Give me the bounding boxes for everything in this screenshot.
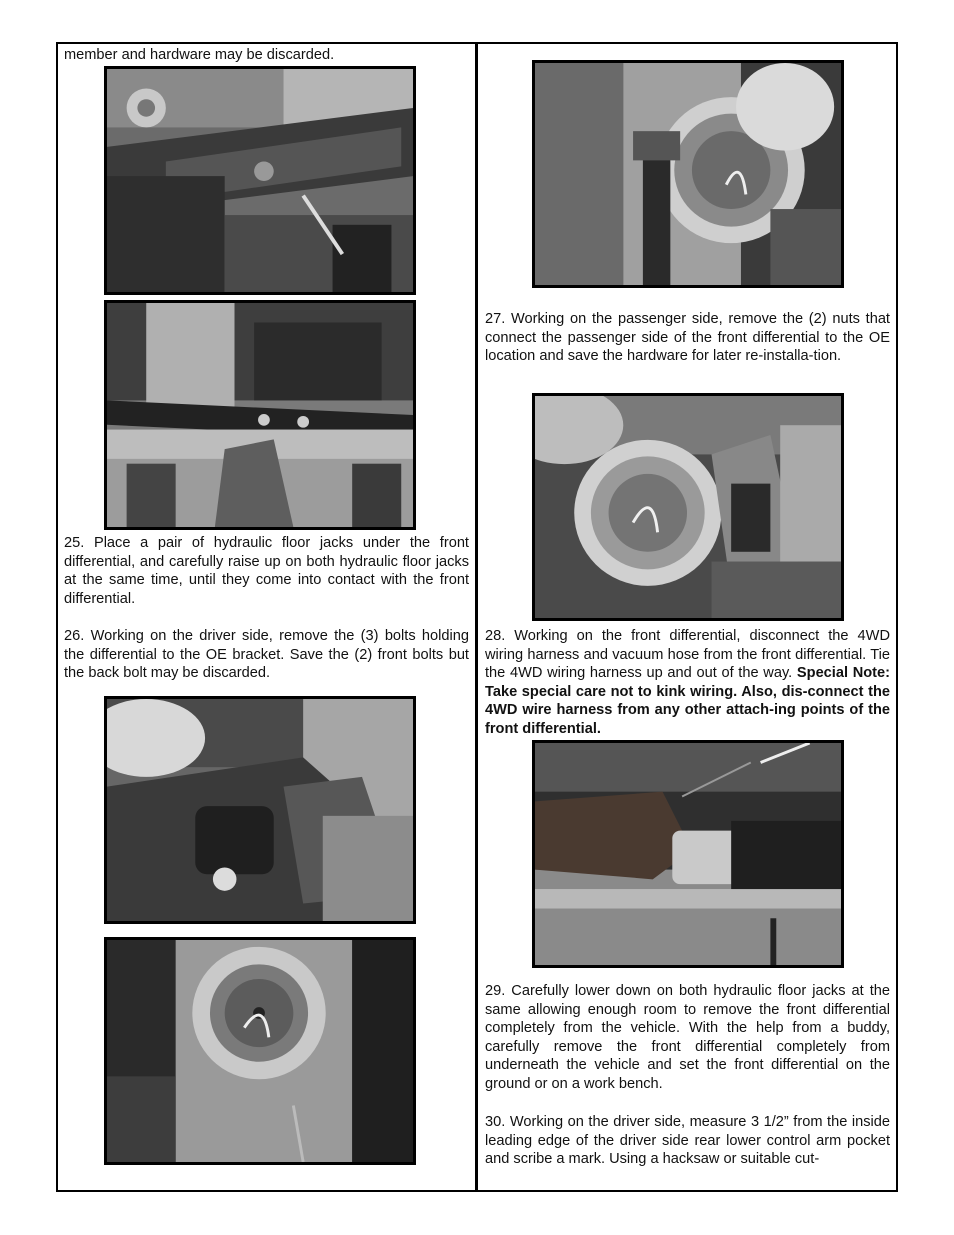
step-30-text: 30. Working on the driver side, measure 3 1/2” from the inside leading edge of the driver side rear lower control arm pocket and scribe a mark. Using a hacksaw or suitable cut- (485, 1114, 890, 1168)
step-27-text: 27. Working on the passenger side, remove the (2) nuts that connect the passenger side of the front differential to the OE location and save the hardware for later re-installa-tion. (485, 311, 890, 365)
photo-differential-ratchet (532, 60, 844, 288)
photo-wiring-harness (532, 740, 844, 968)
right-column (478, 44, 896, 1190)
intro-text: member and hardware may be discarded. (64, 47, 335, 63)
step-28-special-note: Special Note: Take special care not to kink wiring. Also, dis-connect the 4WD wire harness from any other attach-ing points of the front differential. (485, 665, 891, 737)
photo-passenger-side (532, 393, 844, 621)
photo-differential-flange (104, 937, 416, 1165)
step-28-text (485, 627, 890, 739)
photo-crossmember (104, 66, 416, 295)
step-25-text: 25. Place a pair of hydraulic floor jacks under the front differential, and carefully raise up on both hydraulic floor jacks at the same time, until they come into contact with the front differential. (64, 535, 469, 607)
step-26-text: 26. Working on the driver side, remove the (3) bolts holding the differential to the OE bracket. Save the (2) front bolts but the back bolt may be discarded. (64, 628, 469, 682)
step-29-text: 29. Carefully lower down on both hydraulic floor jacks at the same allowing enough room to remove the front differential completely from the vehicle. With the help from a buddy, carefully remove the front differential completely from underneath the vehicle and set the front differential on the ground or on a work bench. (485, 983, 890, 1092)
photo-driver-side-bracket (104, 696, 416, 924)
left-column (58, 44, 475, 1190)
photo-crossmember-shop (104, 300, 416, 530)
step-28-body: 28. Working on the front differential, disconnect the 4WD wiring harness and vacuum hose from the front differential. Tie the 4WD wiring harness up and out of the way. (485, 628, 890, 682)
